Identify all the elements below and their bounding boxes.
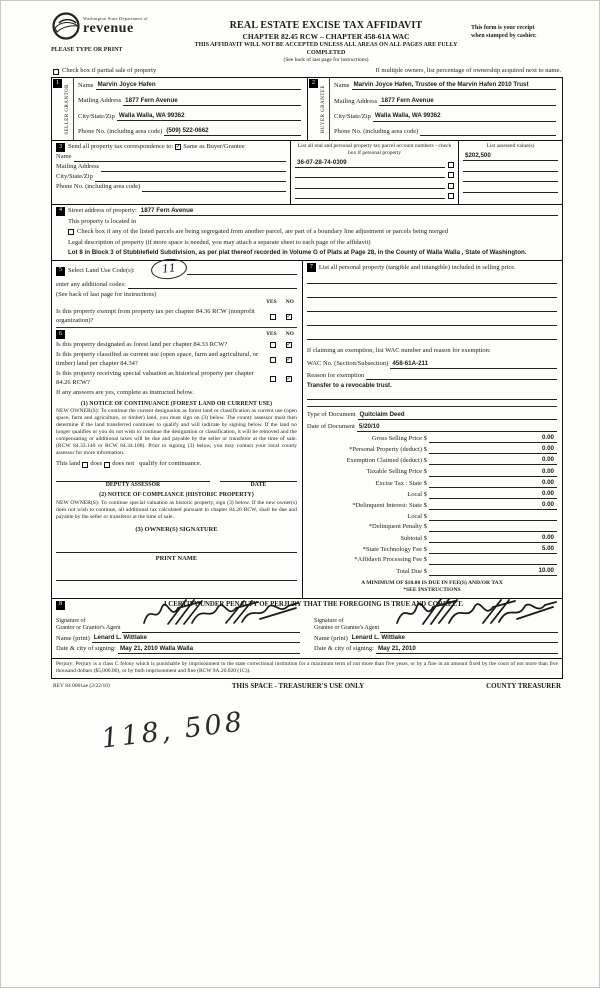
buyer-name-field[interactable]: Marvin Joyce Hafen, Trustee of the Marvin Hafen 2010 Trust bbox=[352, 81, 556, 90]
deputy-date-label: DATE bbox=[250, 481, 267, 488]
fee-label: *State Technology Fee $ bbox=[362, 545, 427, 553]
seller-city-label: City/State/Zip bbox=[78, 112, 115, 120]
parcel-number-field[interactable] bbox=[295, 170, 445, 178]
handwritten-assessed-value: 118, 508 bbox=[99, 706, 247, 755]
parcel-personal-checkbox[interactable] bbox=[448, 183, 454, 189]
checkmark-icon: ✓ bbox=[286, 375, 292, 382]
fee-label: *Personal Property (deduct) $ bbox=[349, 445, 427, 453]
fee-label: Local $ bbox=[407, 512, 427, 520]
seller-city-field[interactable]: Walla Walla, WA 99362 bbox=[117, 112, 301, 121]
buyer-section bbox=[307, 78, 562, 140]
doc-date-label: Date of Document bbox=[306, 423, 355, 431]
section-2-badge: 2 bbox=[309, 79, 318, 88]
land-use-column bbox=[52, 261, 302, 598]
checkmark-icon: ✓ bbox=[175, 144, 181, 151]
grantee-date-field[interactable]: May 21, 2010 bbox=[376, 645, 558, 654]
fee-label: Gross Selling Price $ bbox=[371, 434, 427, 442]
street-address-field[interactable]: 1877 Fern Avenue bbox=[139, 207, 558, 216]
seller-name-label: Name bbox=[78, 82, 94, 90]
fee-label: *Affidavit Processing Fee $ bbox=[354, 556, 427, 564]
fee-value[interactable]: 0.00 bbox=[429, 534, 557, 543]
personal-property-list-label: List all personal property (tangible and intangible) included in selling price. bbox=[318, 263, 516, 271]
land-use-select-label: Select Land Use Code(s): bbox=[68, 266, 135, 274]
historic-question: Is this property receiving special valuation as historical property per chapter 84.26 RCW? bbox=[56, 370, 254, 386]
same-as-buyer-label: Same as Buyer/Grantee bbox=[183, 143, 245, 151]
receipt-note-line1: This form is your receipt bbox=[471, 25, 535, 31]
parties-section bbox=[52, 78, 562, 140]
parcel-personal-checkbox[interactable] bbox=[448, 172, 454, 178]
no-header: NO bbox=[285, 298, 294, 305]
property-located-label: This property is located in bbox=[68, 217, 137, 225]
exempt-question-text: Is this property exempt from property tax per chapter 84.36 RCW (nonprofit organization)? bbox=[56, 308, 255, 324]
corr-phone-field[interactable] bbox=[142, 184, 286, 192]
excise-tax-affidavit-form bbox=[51, 11, 563, 691]
current-use-yes-checkbox[interactable] bbox=[270, 357, 276, 363]
qualify-prefix: This land bbox=[56, 460, 81, 468]
historic-no-checkbox[interactable] bbox=[286, 376, 292, 382]
seller-name-field[interactable]: Marvin Joyce Hafen bbox=[96, 81, 301, 90]
reason-field-line[interactable] bbox=[366, 372, 557, 380]
partial-sale-checkbox[interactable] bbox=[53, 69, 59, 75]
assessed-value-field[interactable] bbox=[463, 174, 558, 182]
legal-description-label: Legal description of property (if more space is needed, you may attach a separate sheet to each page of the affidavit) bbox=[68, 238, 371, 246]
section-8-badge: 8 bbox=[56, 601, 65, 610]
owner-signature-line[interactable] bbox=[56, 544, 297, 553]
land-use-code-field[interactable] bbox=[187, 267, 297, 275]
reason-text[interactable]: Transfer to a revocable trust. bbox=[306, 381, 392, 389]
fee-label: Exemption Claimed (deduct) $ bbox=[346, 457, 427, 465]
parcel-number-field[interactable]: 36-07-28-74-0309 bbox=[295, 159, 445, 168]
section-7-badge: 7 bbox=[307, 263, 316, 272]
fee-value[interactable] bbox=[429, 524, 557, 532]
land-use-code-value[interactable]: 11 bbox=[150, 257, 188, 281]
grantor-signature-block bbox=[56, 611, 300, 656]
assessed-value-field[interactable]: $202,500 bbox=[463, 152, 558, 161]
seller-phone-label: Phone No. (including area code) bbox=[78, 127, 163, 135]
fee-value[interactable]: 0.00 bbox=[429, 501, 557, 510]
parcel-numbers-column bbox=[290, 141, 458, 204]
fee-value[interactable]: 0.00 bbox=[429, 445, 557, 454]
legal-description-text[interactable]: Lot 8 in Block 3 of Stubblefield Subdivision, as per plat thereof recorded in Volume G of Plats at Page 28, in the County of Walla Walla , State of Washington. bbox=[68, 249, 527, 257]
grantee-sig-label-1: Signature of bbox=[314, 618, 344, 625]
corr-city-field[interactable] bbox=[95, 174, 286, 182]
checkmark-icon: ✓ bbox=[286, 342, 292, 349]
certification-section bbox=[52, 598, 562, 659]
exempt-no-checkbox[interactable] bbox=[286, 314, 292, 320]
buyer-city-label: City/State/Zip bbox=[334, 113, 371, 121]
deputy-date-line[interactable] bbox=[220, 473, 297, 482]
title-block bbox=[181, 11, 471, 64]
county-treasurer-label: COUNTY TREASURER bbox=[486, 681, 561, 690]
grantee-sig-label-2: Grantee or Grantee's Agent bbox=[314, 625, 380, 632]
grantor-name-field[interactable]: Lenard L. Wittlake bbox=[92, 634, 300, 643]
current-use-no-checkbox[interactable] bbox=[286, 357, 292, 363]
form-title: REAL ESTATE EXCISE TAX AFFIDAVIT bbox=[229, 20, 423, 31]
segregated-label: Check box if any of the listed parcels are being segregated from another parcel, are part of a boundary line adjustment or parcels being merged bbox=[77, 228, 449, 236]
assessed-value-field[interactable] bbox=[463, 185, 558, 193]
does-label: does bbox=[90, 460, 103, 468]
fee-value[interactable]: 0.00 bbox=[429, 468, 557, 477]
see-back-note: (See back of last page for instructions) bbox=[283, 57, 369, 64]
grantor-sig-label-1: Signature of bbox=[56, 618, 86, 625]
grantee-name-label: Name (print) bbox=[314, 634, 348, 642]
notice1-body: NEW OWNER(S): To continue the current designation as forest land or classification as current use (open space, farm and agriculture, or timber) land, you must sign on (3) below. The county assessor must then determine if the land transferred continues to qualify and will indicate by signing below. If the land no longer qualifies or you do not wish to continue the designation or classification, it will be removed and the compensating or additional taxes will be due and payable by the seller or transferor at the time of sale. (RCW 84.33.140 or RCW 84.34.108). Prior to signing (3) below, you may contact your local county assessor for more information. bbox=[56, 408, 297, 457]
corr-name-label: Name bbox=[56, 153, 72, 161]
assessed-value-field[interactable] bbox=[463, 164, 558, 172]
fee-label: Excise Tax : State $ bbox=[375, 479, 427, 487]
personal-property-line[interactable] bbox=[307, 276, 557, 284]
forest-land-question: Is this property designated as forest land per chapter 84.33 RCW? bbox=[56, 341, 228, 348]
buyer-phone-field[interactable] bbox=[420, 128, 556, 136]
fee-label: Subtotal $ bbox=[400, 534, 427, 542]
logo-wordmark: revenue bbox=[83, 20, 134, 36]
grantee-name-field[interactable]: Lenard L. Wittlake bbox=[350, 634, 558, 643]
if-yes-note: If any answers are yes, complete as instructed below. bbox=[56, 389, 194, 397]
reason-label: Reason for exemption bbox=[306, 371, 365, 379]
personal-property-line[interactable] bbox=[307, 332, 557, 340]
corr-address-field[interactable] bbox=[101, 164, 286, 172]
personal-property-line[interactable] bbox=[307, 290, 557, 298]
exempt-yes-checkbox[interactable] bbox=[270, 314, 276, 320]
buyer-name-label: Name bbox=[334, 82, 350, 90]
send-correspondence-label: Send all property tax correspondence to: bbox=[68, 143, 174, 151]
logo-tagline: Washington State Department of bbox=[83, 16, 148, 22]
middle-two-columns bbox=[52, 260, 562, 598]
fee-value[interactable]: 5.00 bbox=[429, 545, 557, 554]
perjury-notice: Perjury: Perjury is a class C felony which is punishable by imprisonment in the state correctional institution for a maximum term of not more than five years, or by a fine in an amount fixed by the court of not more than five thousand dollars ($5,000.00), or by both imprisonment and fine (RCW 9A.20.020 (1C)). bbox=[52, 658, 562, 677]
seller-address-field[interactable]: 1877 Fern Avenue bbox=[123, 97, 301, 106]
no-header: NO bbox=[285, 330, 294, 337]
buyer-city-field[interactable]: Walla Walla, WA 99362 bbox=[373, 112, 556, 121]
parcel-personal-checkbox[interactable] bbox=[448, 162, 454, 168]
fee-label: Local $ bbox=[407, 490, 427, 498]
buyer-side-label: BUYER GRANTEE bbox=[321, 84, 327, 133]
fee-value[interactable]: 0.00 bbox=[429, 490, 557, 499]
assessed-column-header: List assessed value(s) bbox=[486, 142, 535, 149]
parcel-number-field[interactable] bbox=[295, 181, 445, 189]
multiple-owners-note: If multiple owners, list percentage of ownership acquired next to name. bbox=[375, 67, 561, 75]
section-6-badge: 6 bbox=[56, 330, 65, 339]
fee-value[interactable]: 0.00 bbox=[429, 456, 557, 465]
assessed-values-column bbox=[458, 141, 562, 204]
receipt-note bbox=[471, 11, 563, 64]
notice1-title: (1) NOTICE OF CONTINUANCE (FOREST LAND OR CURRENT USE) bbox=[80, 400, 273, 407]
additional-codes-label: enter any additional codes: bbox=[56, 280, 126, 288]
doc-date-field[interactable]: 5/20/10 bbox=[357, 423, 557, 432]
form-footer bbox=[51, 682, 563, 691]
fee-label: Taxable Selling Price $ bbox=[366, 468, 427, 476]
historic-yes-checkbox[interactable] bbox=[270, 376, 276, 382]
fee-value[interactable] bbox=[429, 513, 557, 521]
section-1-badge: 1 bbox=[53, 79, 62, 88]
parcel-column-header: List all real and personal property tax parcel account numbers - check box if personal property bbox=[297, 142, 452, 156]
section-3-badge: 3 bbox=[56, 143, 65, 152]
street-address-label: Street address of property: bbox=[68, 207, 137, 215]
wac-number-field[interactable]: 458-61A-211 bbox=[390, 360, 557, 369]
owner-signature-label: (3) OWNER(S) SIGNATURE bbox=[135, 526, 218, 534]
form-body-box bbox=[51, 77, 563, 679]
rev-number: REV 84 0001ae (2/22/10) bbox=[53, 682, 110, 689]
treasurer-space-label: THIS SPACE - TREASURER'S USE ONLY bbox=[231, 681, 365, 690]
forest-no-checkbox[interactable] bbox=[286, 342, 292, 348]
current-use-question: Is this property classified as current use (open space, farm and agricultural, or timber) land per chapter 84.34? bbox=[56, 351, 259, 367]
notice2-body: NEW OWNER(S): To continue special valuation as historic property, sign (3) below. If the new owner(s) does not wish to continue, all additional tax calculated pursuant to chapter 84.26 RCW, shall be due and payable by the seller or transferor at the time of sale. bbox=[56, 500, 297, 521]
corr-name-field[interactable] bbox=[74, 154, 286, 162]
grantee-signature-block bbox=[314, 611, 558, 656]
checkmark-icon: ✓ bbox=[286, 313, 292, 320]
see-instructions-note: *SEE INSTRUCTIONS bbox=[403, 587, 461, 594]
fee-label: *Delinquent Penalty $ bbox=[368, 523, 427, 531]
section-4-badge: 4 bbox=[56, 207, 65, 216]
forest-yes-checkbox[interactable] bbox=[270, 342, 276, 348]
print-name-label: PRINT NAME bbox=[155, 555, 198, 563]
correspondence-sendto bbox=[52, 141, 290, 204]
wac-label: WAC No. (Section/Subsection) bbox=[306, 360, 389, 368]
yes-header: YES bbox=[265, 298, 277, 305]
parcel-personal-checkbox[interactable] bbox=[448, 193, 454, 199]
fee-label: Total Due $ bbox=[396, 567, 427, 575]
personal-property-line[interactable] bbox=[307, 318, 557, 326]
personal-property-column bbox=[302, 261, 562, 598]
doc-type-field[interactable]: Quitclaim Deed bbox=[358, 411, 557, 420]
land-use-instructions-note: (See back of last page for instructions) bbox=[56, 290, 157, 298]
corr-address-label: Mailing Address bbox=[56, 163, 100, 171]
please-type-label: PLEASE TYPE OR PRINT bbox=[51, 47, 123, 53]
property-section bbox=[52, 204, 562, 260]
corr-city-label: City/State/Zip bbox=[56, 173, 93, 181]
does-not-label: does not bbox=[112, 460, 135, 468]
fee-label: *Delinquent Interest: State $ bbox=[352, 502, 427, 510]
corr-phone-label: Phone No. (including area code) bbox=[56, 183, 141, 191]
form-warning: THIS AFFIDAVIT WILL NOT BE ACCEPTED UNLESS ALL AREAS ON ALL PAGES ARE FULLY COMPLETED bbox=[194, 41, 458, 56]
print-name-line[interactable] bbox=[56, 572, 297, 581]
grantor-date-field[interactable]: May 21, 2010 Walla Walla bbox=[118, 645, 300, 654]
fee-value[interactable]: 0.00 bbox=[429, 479, 557, 488]
grantor-sig-label-2: Grantor or Grantor's Agent bbox=[56, 625, 121, 632]
partial-sale-label: Check box if partial sale of property bbox=[62, 67, 157, 75]
yes-header: YES bbox=[265, 330, 277, 337]
fee-value[interactable] bbox=[429, 557, 557, 565]
exemption-note: If claiming an exemption, list WAC number and reason for exemption: bbox=[306, 347, 491, 355]
fee-value[interactable]: 10.00 bbox=[429, 567, 557, 576]
checkmark-icon: ✓ bbox=[286, 356, 292, 363]
seller-phone-field[interactable]: (509) 522-0662 bbox=[164, 127, 301, 136]
seller-side-label: SELLER GRANTOR bbox=[65, 83, 71, 135]
fee-value[interactable]: 0.00 bbox=[429, 434, 557, 443]
segregated-checkbox[interactable] bbox=[68, 229, 74, 235]
form-subtitle: CHAPTER 82.45 RCW – CHAPTER 458-61A WAC bbox=[242, 32, 410, 41]
grantor-name-label: Name (print) bbox=[56, 634, 90, 642]
grantee-signature[interactable] bbox=[393, 597, 558, 627]
reason-extra-line[interactable] bbox=[307, 392, 557, 400]
revenue-logo-icon bbox=[51, 11, 81, 41]
certify-statement: I CERTIFY UNDER PENALTY OF PERJURY THAT THE FOREGOING IS TRUE AND CORRECT. bbox=[163, 600, 464, 608]
section-5-badge: 5 bbox=[56, 267, 65, 276]
seller-address-label: Mailing Address bbox=[78, 97, 122, 105]
grantee-date-label: Date & city of signing: bbox=[314, 645, 374, 653]
doc-type-label: Type of Document bbox=[306, 411, 356, 419]
correspondence-section bbox=[52, 140, 562, 204]
additional-codes-field[interactable] bbox=[128, 281, 297, 289]
qualify-suffix: qualify for continuance. bbox=[139, 460, 202, 468]
buyer-phone-label: Phone No. (including area code) bbox=[334, 127, 419, 135]
seller-section bbox=[52, 78, 307, 140]
deputy-assessor-signature-line[interactable] bbox=[56, 473, 210, 482]
minimum-fee-note: A MINIMUM OF $10.00 IS DUE IN FEE(S) AND/OR TAX bbox=[361, 580, 503, 587]
buyer-address-label: Mailing Address bbox=[334, 97, 378, 105]
form-header bbox=[51, 11, 563, 64]
receipt-note-line2: when stamped by cashier. bbox=[471, 32, 537, 39]
deputy-assessor-label: DEPUTY ASSESSOR bbox=[105, 481, 161, 488]
logo-block bbox=[51, 11, 181, 64]
buyer-address-field[interactable]: 1877 Fern Avenue bbox=[379, 97, 556, 106]
parcel-number-field[interactable] bbox=[295, 191, 445, 199]
grantor-date-label: Date & city of signing: bbox=[56, 645, 116, 653]
pre-box-row bbox=[53, 67, 561, 75]
grantor-signature[interactable] bbox=[140, 599, 300, 627]
personal-property-line[interactable] bbox=[307, 304, 557, 312]
notice2-title: (2) NOTICE OF COMPLIANCE (HISTORIC PROPERTY) bbox=[99, 492, 254, 499]
